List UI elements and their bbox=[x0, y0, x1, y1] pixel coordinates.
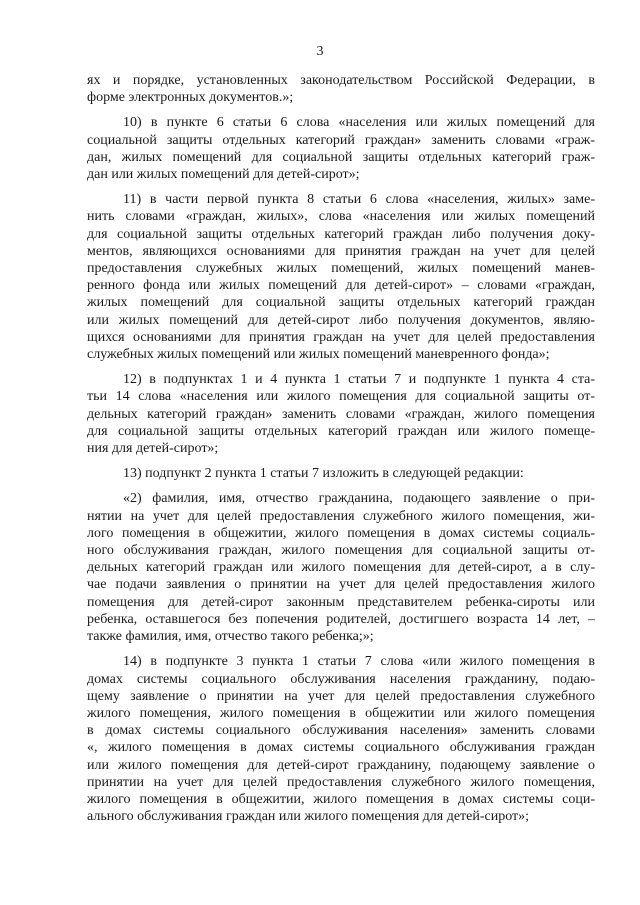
text-line: «2) фамилия, имя, отчество гражданина, подающего заявление о при- bbox=[123, 491, 595, 507]
text-line: ребенка, оставшегося без попечения родителей, достигшего возраста 14 лет, – bbox=[87, 611, 595, 627]
text-line: 14) в подпункте 3 пункта 1 статьи 7 слова «или жилого помещения в bbox=[123, 654, 595, 670]
text-line: помещения для детей-сирот законным представителем ребенка-сироты или bbox=[87, 594, 595, 610]
text-line: дан или жилых помещений для детей-сирот»; bbox=[87, 167, 360, 183]
text-line: ментов, являющихся основаниями для принятия граждан на учет для целей bbox=[87, 243, 595, 259]
paragraph-item-13 bbox=[87, 465, 595, 482]
paragraph-item-14 bbox=[87, 653, 595, 825]
text-line: также фамилия, имя, отчество такого ребенка;»; bbox=[87, 629, 374, 645]
text-line: в домах системы социального обслуживания населения» заменить словами bbox=[87, 723, 595, 739]
text-line: предоставления служебных жилых помещений, жилых помещений манев- bbox=[87, 261, 595, 277]
text-line: ях и порядке, установленных законодательством Российской Федерации, в bbox=[87, 73, 595, 88]
text-line: или жилых помещений для детей-сирот либо получения документов, являю- bbox=[87, 312, 595, 328]
paragraph-item-10 bbox=[87, 114, 595, 183]
text-line: чае подачи заявления о принятии на учет для целей предоставления жилого bbox=[87, 577, 595, 593]
text-line: жилых помещений для социальной защиты отдельных категорий граждан bbox=[87, 295, 595, 311]
text-line: форме электронных документов.»; bbox=[87, 90, 294, 106]
text-line: для социальной защиты отдельных категорий граждан либо получения доку- bbox=[87, 226, 595, 242]
page-number: 3 bbox=[316, 44, 324, 59]
text-line: для социальной защиты отдельных категорий граждан или жилого помеще- bbox=[87, 423, 595, 439]
paragraph-continuation bbox=[87, 72, 595, 106]
paragraph-item-12 bbox=[87, 371, 595, 457]
text-line: «, жилого помещения в домах системы социального обслуживания граждан bbox=[87, 740, 595, 756]
text-line: 11) в части первой пункта 8 статьи 6 слова «населения, жилых» заме- bbox=[123, 192, 595, 208]
document-body bbox=[87, 72, 595, 833]
text-line: дельных категорий граждан или жилого помещения для детей-сирот, а в слу- bbox=[87, 560, 595, 576]
text-line: щихся основаниями для принятия граждан на учет для целей предоставления bbox=[87, 329, 595, 345]
text-line: социальной защиты отдельных категорий граждан» заменить словами «граж- bbox=[87, 132, 595, 148]
text-line: тьи 14 слова «населения или жилого помещения для социальной защиты от- bbox=[87, 389, 595, 405]
text-line: дан, жилых помещений для социальной защиты отдельных категорий граж- bbox=[87, 149, 595, 165]
text-line: или жилого помещения для детей-сирот гражданину, подающему заявление о bbox=[87, 757, 595, 773]
text-line: домах системы социального обслуживания населения гражданину, подаю- bbox=[87, 671, 595, 687]
paragraph-item-13-quote bbox=[87, 490, 595, 645]
text-line: щему заявление о принятии на учет для целей предоставления служебного bbox=[87, 688, 595, 704]
text-line: служебных жилых помещений или жилых помещений маневренного фонда»; bbox=[87, 347, 550, 363]
paragraph-item-11 bbox=[87, 191, 595, 363]
text-line: нить словами «граждан, жилых», слова «населения или жилых помещений bbox=[87, 209, 595, 225]
text-line: лого помещения в общежитии, жилого помещения в домах системы социаль- bbox=[87, 525, 595, 541]
text-line: жилого помещения в общежитии, жилого помещения в домах системы соци- bbox=[87, 791, 595, 807]
text-line: ного обслуживания граждан, жилого помещения для социальной защиты от- bbox=[87, 543, 595, 559]
text-line: принятии на учет для целей предоставления служебного жилого помещения, bbox=[87, 774, 595, 790]
text-line: 12) в подпунктах 1 и 4 пункта 1 статьи 7 и подпункте 1 пункта 4 ста- bbox=[123, 372, 595, 388]
text-line: ренного фонда или жилых помещений для детей-сирот» – словами «граждан, bbox=[87, 278, 595, 294]
text-line: ния для детей-сирот»; bbox=[87, 441, 219, 457]
text-line: 10) в пункте 6 статьи 6 слова «населения или жилых помещений для bbox=[123, 115, 595, 131]
text-line: ального обслуживания граждан или жилого помещения для детей-сирот»; bbox=[87, 809, 530, 825]
text-line: дельных категорий граждан» заменить словами «граждан, жилого помещения bbox=[87, 406, 595, 422]
text-line: жилого помещения, жилого помещения в общежитии или жилого помещения bbox=[87, 705, 595, 721]
text-line: нятии на учет для целей предоставления служебного жилого помещения, жи- bbox=[87, 508, 595, 524]
text-line: 13) подпункт 2 пункта 1 статьи 7 изложить в следующей редакции: bbox=[123, 466, 524, 482]
